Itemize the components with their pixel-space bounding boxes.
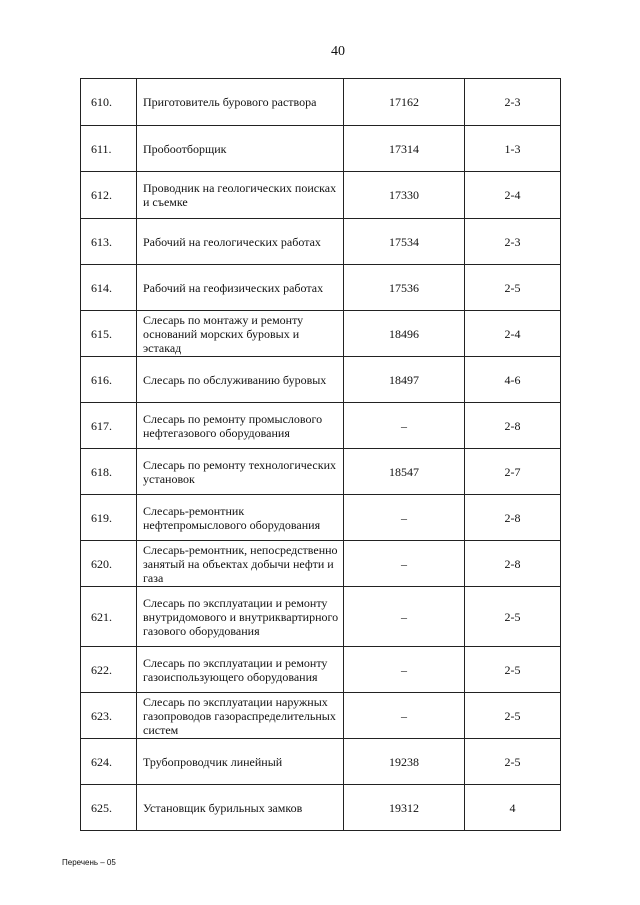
table-row (81, 79, 561, 126)
grade-range: 4 (465, 785, 561, 831)
profession-code: 17330 (344, 172, 465, 219)
document-footer: Перечень – 05 (62, 858, 116, 867)
profession-code: 19312 (344, 785, 465, 831)
table-row (81, 647, 561, 693)
table-row (81, 785, 561, 831)
profession-name: Слесарь по эксплуатации и ремонту газоиспользующего оборудования (137, 647, 344, 693)
grade-range: 2-3 (465, 79, 561, 126)
profession-name: Слесарь по ремонту промыслового нефтегазового оборудования (137, 403, 344, 449)
profession-name: Слесарь по ремонту технологических установок (137, 449, 344, 495)
profession-code: 17162 (344, 79, 465, 126)
row-number: 616. (81, 357, 137, 403)
profession-code: 18547 (344, 449, 465, 495)
table-row (81, 126, 561, 172)
row-number: 620. (81, 541, 137, 587)
row-number: 625. (81, 785, 137, 831)
profession-name: Слесарь по обслуживанию буровых (137, 357, 344, 403)
row-number: 614. (81, 265, 137, 311)
table-row (81, 219, 561, 265)
table-row (81, 357, 561, 403)
row-number: 618. (81, 449, 137, 495)
profession-name: Трубопроводчик линейный (137, 739, 344, 785)
profession-code: – (344, 495, 465, 541)
table-row (81, 265, 561, 311)
grade-range: 2-8 (465, 541, 561, 587)
row-number: 617. (81, 403, 137, 449)
table-row (81, 449, 561, 495)
grade-range: 4-6 (465, 357, 561, 403)
profession-code: – (344, 587, 465, 647)
grade-range: 2-8 (465, 495, 561, 541)
profession-name: Пробоотборщик (137, 126, 344, 172)
grade-range: 2-4 (465, 311, 561, 357)
row-number: 624. (81, 739, 137, 785)
grade-range: 2-5 (465, 693, 561, 739)
table-row (81, 739, 561, 785)
row-number: 612. (81, 172, 137, 219)
row-number: 623. (81, 693, 137, 739)
row-number: 610. (81, 79, 137, 126)
row-number: 619. (81, 495, 137, 541)
profession-code: 19238 (344, 739, 465, 785)
row-number: 615. (81, 311, 137, 357)
row-number: 622. (81, 647, 137, 693)
profession-code: – (344, 403, 465, 449)
page-number: 40 (331, 44, 345, 59)
row-number: 613. (81, 219, 137, 265)
table-row (81, 495, 561, 541)
profession-name: Проводник на геологических поисках и съемке (137, 172, 344, 219)
row-number: 621. (81, 587, 137, 647)
profession-name: Установщик бурильных замков (137, 785, 344, 831)
profession-name: Слесарь по эксплуатации и ремонту внутридомового и внутриквартирного газового оборудования (137, 587, 344, 647)
profession-code: – (344, 693, 465, 739)
table-row (81, 693, 561, 739)
grade-range: 2-5 (465, 647, 561, 693)
profession-code: – (344, 541, 465, 587)
profession-code: 17536 (344, 265, 465, 311)
profession-code: – (344, 647, 465, 693)
grade-range: 2-7 (465, 449, 561, 495)
profession-code: 18497 (344, 357, 465, 403)
profession-name: Слесарь-ремонтник нефтепромыслового оборудования (137, 495, 344, 541)
profession-name: Рабочий на геологических работах (137, 219, 344, 265)
row-number: 611. (81, 126, 137, 172)
profession-name: Слесарь по монтажу и ремонту оснований морских буровых и эстакад (137, 311, 344, 357)
profession-code: 18496 (344, 311, 465, 357)
profession-code: 17314 (344, 126, 465, 172)
grade-range: 2-5 (465, 587, 561, 647)
grade-range: 1-3 (465, 126, 561, 172)
profession-code: 17534 (344, 219, 465, 265)
table-row (81, 541, 561, 587)
profession-name: Слесарь по эксплуатации наружных газопроводов газораспределительных систем (137, 693, 344, 739)
grade-range: 2-4 (465, 172, 561, 219)
grade-range: 2-5 (465, 739, 561, 785)
table-row (81, 311, 561, 357)
profession-name: Рабочий на геофизических работах (137, 265, 344, 311)
grade-range: 2-3 (465, 219, 561, 265)
table-row (81, 403, 561, 449)
table-row (81, 172, 561, 219)
profession-name: Слесарь-ремонтник, непосредственно занятый на объектах добычи нефти и газа (137, 541, 344, 587)
table-row (81, 587, 561, 647)
grade-range: 2-8 (465, 403, 561, 449)
profession-table (80, 78, 561, 831)
profession-name: Приготовитель бурового раствора (137, 79, 344, 126)
grade-range: 2-5 (465, 265, 561, 311)
